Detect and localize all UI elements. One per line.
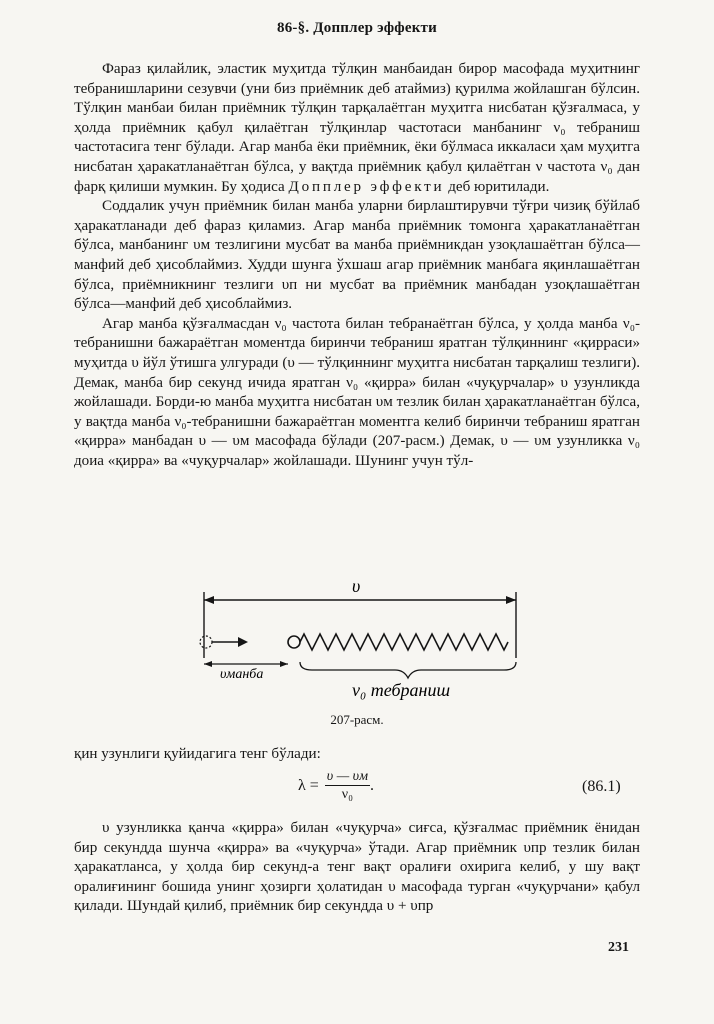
figure-207 bbox=[190, 572, 530, 702]
paragraph-intro bbox=[74, 60, 640, 197]
paragraph-continuation: қин узунлиги қуйидагига тенг бўлади: bbox=[74, 746, 321, 762]
formula-denominator: ν₀ bbox=[341, 787, 353, 802]
formula-expression bbox=[298, 768, 374, 803]
formula-fraction bbox=[325, 768, 370, 803]
v-label: υ bbox=[352, 576, 361, 596]
equation-number: (86.1) bbox=[582, 778, 621, 795]
wave-label: ν₀ тебраниш bbox=[352, 680, 451, 700]
figure-caption: 207-расм. bbox=[330, 712, 384, 727]
formula-numerator: υ — υм bbox=[326, 769, 369, 784]
page-number: 231 bbox=[608, 940, 629, 955]
paragraph-sign-convention: Соддалик учун приёмник билан манба уларни бирлаштирувчи тўғри чизиқ бўйлаб ҳаракатланади деб фараз қиламиз. Агар манба приёмник томонга ҳаракатланаётган бўлса, манбанинг υм тезлигини мусбат ва манба приёмникдан узоқлашаётган бўлса—манфий деб ҳисоблаймиз. Худди шунга ўхшаш агар приёмник манбага яқинлашаётган бўлса, приёмникнинг тезлиги υп ни мусбат ва приёмник манбадан узоқлашаётган бўлса—манфий деб ҳисоблаймиз. bbox=[74, 198, 640, 313]
formula-lhs: λ = bbox=[298, 776, 319, 794]
paragraph-intro-text: Фараз қилайлик, эластик муҳитда тўлқин манбаидан бирор масофада муҳитнинг тебранишларини сезувчи (уни биз приёмник деб атаймиз) қурилма жойлашган бўлсин. Тўлқин манбаи билан приёмник тўлқин тарқалаётган муҳитга нисбатан қўзғалмаса, у ҳолда приёмник қабул қилаётган тўлқинлар частотаси манбанинг ν₀ тебраниш частотасига тенг бўлади. Агар манба ёки приёмник, ёки бўлмаса иккаласи ҳам муҳитга нисбатан ҳаракатланаётган бўлса, у вақтда приёмник қабул қилаётган ν частота ν₀ дан фарқ қилиши мумкин. Бу ҳодиса bbox=[74, 61, 640, 195]
formula-period: . bbox=[370, 776, 375, 794]
wave-brace bbox=[300, 662, 516, 678]
body-text-bottom bbox=[74, 819, 640, 917]
section-heading: 86-§. Допплер эффекти bbox=[277, 20, 437, 36]
source-velocity-arrowhead bbox=[238, 637, 248, 647]
source-initial-position-icon bbox=[200, 636, 212, 648]
paragraph-wavelength-derivation: Агар манба қўзғалмасдан ν₀ частота билан тебранаётган бўлса, у ҳолда манба ν₀-тебранишни бажараётган моментда биринчи тебраниш яратган тўлқиннинг «қирраси» муҳитда υ йўл ўтишга улгуради (υ — тўлқиннинг муҳитга нисбатан тарқалиш тезлиги). Демак, манба бир секунд ичида яратган ν₀ «қирра» билан «чуқурчалар» υ узунликда жойлашади. Борди-ю манба муҳитга нисбатан υм тезлик билан ҳаракатланаётган бўлса, у вақтда манба ν₀-тебранишни бажараётган моментга келиб биринчи тебраниш яратган «қирра» манбадан υ — υм масофада бўлади (207-расм.) Демак, υ — υм узунликка ν₀ доиа «қирра» ва «чуқурчалар» жойлашади. Шунинг учун тўл- bbox=[74, 315, 640, 469]
body-text-top bbox=[74, 60, 640, 471]
v-right-arrowhead bbox=[506, 596, 516, 604]
source-speed-left-arrowhead bbox=[204, 661, 212, 667]
body-text-before-formula bbox=[74, 745, 640, 765]
doppler-term: Допплер эффекти bbox=[288, 178, 445, 195]
source-speed-label: υманба bbox=[220, 667, 264, 682]
paragraph-intro-end: деб юритилади. bbox=[448, 178, 550, 195]
v-left-arrowhead bbox=[204, 596, 214, 604]
wave-zigzag bbox=[300, 634, 508, 650]
formula-86-1 bbox=[0, 766, 714, 808]
doppler-diagram bbox=[190, 572, 530, 702]
paragraph-receiver-motion: υ узунликка қанча «қирра» билан «чуқурча» сиғса, қўзғалмас приёмник ёнидан бир секундда шунча «қирра» ва «чуқурча» ўтади. Агар приёмник υпр тезлик билан ҳаракатланса, у ҳолда бир секунд-а тенг вақт оралиғи охирига келиб, у шу вақт оралиғининг бошида унинг ҳозирги ҳолатидан υ масофада турган «чуқурчани» қабул қилади. Шундай қилиб, приёмник бир секундда υ + υпр bbox=[74, 820, 640, 915]
source-speed-right-arrowhead bbox=[280, 661, 288, 667]
source-current-position-icon bbox=[288, 636, 300, 648]
